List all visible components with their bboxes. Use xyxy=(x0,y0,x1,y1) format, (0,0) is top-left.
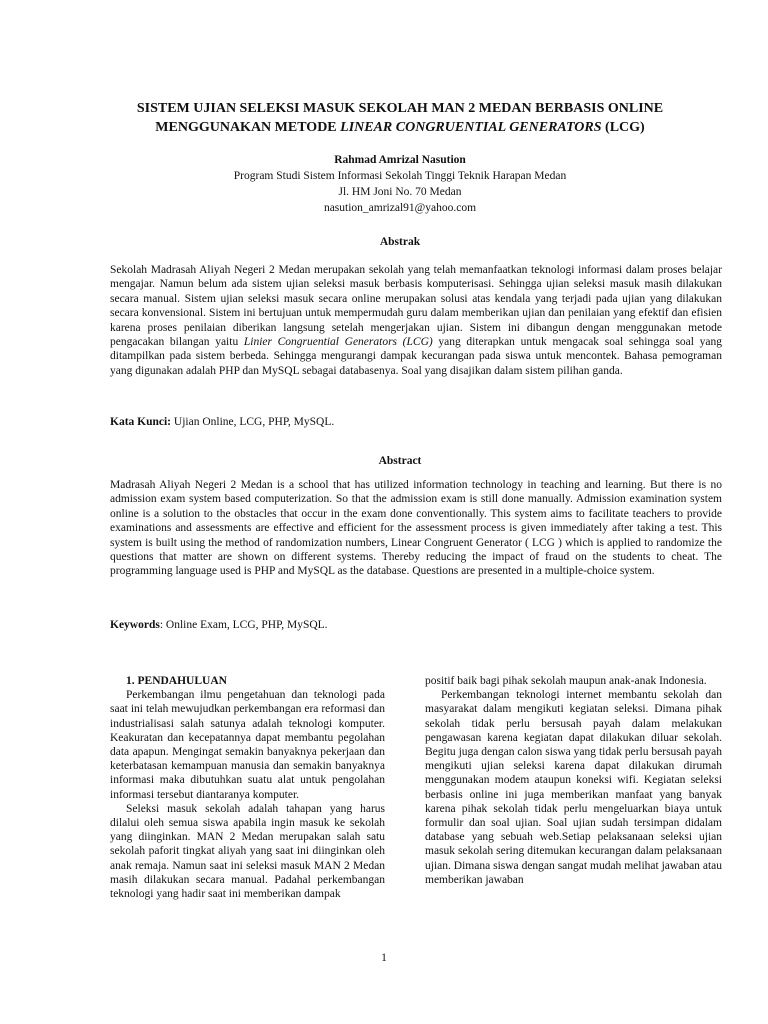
right-column xyxy=(425,674,722,887)
title-line-1: SISTEM UJIAN SELEKSI MASUK SEKOLAH MAN 2 MEDAN BERBASIS ONLINE xyxy=(136,101,664,116)
title-line-2-suffix: (LCG) xyxy=(601,120,645,135)
keywords-label: Keywords xyxy=(110,619,160,631)
abstrak-text xyxy=(110,263,722,378)
abstrak-heading: Abstrak xyxy=(379,236,421,248)
page-number: 1 xyxy=(381,952,387,964)
title-line-2 xyxy=(90,118,710,137)
abstract-heading: Abstract xyxy=(378,455,422,467)
title-line-2-italic: LINEAR CONGRUENTIAL GENERATORS xyxy=(340,120,602,135)
author-address: Jl. HM Joni No. 70 Medan xyxy=(338,186,462,198)
left-paragraph-2: Seleksi masuk sekolah adalah tahapan yang harus dilalui oleh semua siswa apabila ingin masuk ke sekolah yang diinginkan. MAN 2 Medan merupakan salah satu sekolah paforit tingkat aliyah yang saat ini diinginkan oleh anak remaja. Namun saat ini seleksi masuk MAN 2 Medan masih dilakukan secara manual. Padahal perkembangan teknologi yang hadir saat ini memberikan dampak xyxy=(110,802,385,901)
keywords xyxy=(110,619,722,631)
keywords-values: : Online Exam, LCG, PHP, MySQL. xyxy=(159,619,328,631)
abstrak-text-italic: Linier Congruential Generators (LCG) xyxy=(243,336,433,349)
left-column xyxy=(110,674,385,901)
section-heading: 1. PENDAHULUAN xyxy=(126,675,227,687)
left-paragraph-1: Perkembangan ilmu pengetahuan dan teknologi pada saat ini telah mewujudkan perkembangan era reformasi dan industrialisasi salah satunya adalah teknologi komputer. Keakuratan dan kecepatannya dapat membantu pegolahan data apapun. Mengingat semakin banyaknya pekerjaan dan keterbatasan kemampuan manusia dan semakin banyaknya informasi maka dibutuhkan suatu alat untuk pengolahan informasi tersebut diantaranya komputer. xyxy=(110,689,385,801)
abstrak-text-part-1: Sekolah Madrasah Aliyah Negeri 2 Medan merupakan sekolah yang telah memanfaatkan teknologi informasi dalam proses belajar mengajar. Namun belum ada sistem ujian seleksi masuk berbasis komputerisasi. Sehingga ujian seleksi masuk masih dilakukan secara manual. Sistem ujian seleksi masuk secara online merupakan solusi atas kendala yang terjadi pada ujian yang dilakukan secara konvensional. Sistem ini bertujuan untuk mempermudah guru dalam memberikan ujian dan penilaian yang efektif dan efisien karena proses penilaian diberikan langsung setelah mengerjakan ujian. Sistem ini dibangun dengan menggunakan metode pengacakan bilangan yaitu xyxy=(110,264,722,349)
author-block xyxy=(90,152,710,216)
title-line-2-prefix: MENGGUNAKAN METODE xyxy=(155,120,341,135)
right-paragraph-0: positif baik bagi pihak sekolah maupun anak-anak Indonesia. xyxy=(425,675,707,687)
right-paragraph-1: Perkembangan teknologi internet membantu sekolah dan masyarakat dalam mengikuti kegiatan seleksi. Dimana pihak sekolah tidak perlu bersusah payah dalam melakukan pengawasan karena kegiatan dapat dilakukan diluar sekolah. Begitu juga dengan calon siswa yang tidak perlu bersusah payah mengikuti ujian seleksi karena dapat dilakukan dirumah menggunakan modem ataupun koneksi wifi. Kegiatan seleksi berbasis online ini juga memberikan manfaat yang banyak karena pihak sekolah tidak perlu mengeluarkan biaya untuk formulir dan soal ujian. Soal ujian sudah tersimpan didalam database yang sebuah web.Setiap pelaksanaan seleksi ujian masuk sekolah sering ditemukan kecurangan dalam pelaksanaan ujian. Dimana siswa dengan sangat mudah melihat jawaban atau memberikan jawaban xyxy=(425,689,722,886)
paper-title xyxy=(90,99,710,137)
kata-kunci-values: Ujian Online, LCG, PHP, MySQL. xyxy=(171,416,335,428)
abstrak-text-part-2: yang diterapkan untuk mengacak soal sehingga soal yang ditampilkan pada sistem berbeda. Sehingga mengurangi dampak kecurangan pada siswa untuk mencontek. Bahasa pemograman yang digunakan adalah PHP dan MySQL sebagai databasenya. Soal yang disajikan dalam sistem pilihan ganda. xyxy=(110,336,722,377)
author-affiliation: Program Studi Sistem Informasi Sekolah Tinggi Teknik Harapan Medan xyxy=(233,170,567,182)
kata-kunci-label: Kata Kunci: xyxy=(110,416,172,428)
abstract-text: Madrasah Aliyah Negeri 2 Medan is a school that has utilized information technology in teaching and learning. But there is no admission exam system based computerization. So that the admission exam is still done manually. Admission examination system online is a solution to the obstacles that occur in the exam done conventionally. This system aims to facilitate teachers to provide examinations and assessments are effective and efficient for the assessment process is given immediately after taking a test. This system is built using the method of randomization numbers, Linear Congruent Generator ( LCG ) which is applied to randomize the questions that matter are shown on different systems. Thereby reducing the impact of fraud on the students to cheat. The programming language used is PHP and MySQL as the database. Questions are presented in a multiple-choice system. xyxy=(110,479,722,578)
author-email: nasution_amrizal91@yahoo.com xyxy=(323,202,477,214)
kata-kunci xyxy=(110,416,722,428)
author-name: Rahmad Amrizal Nasution xyxy=(334,154,466,166)
